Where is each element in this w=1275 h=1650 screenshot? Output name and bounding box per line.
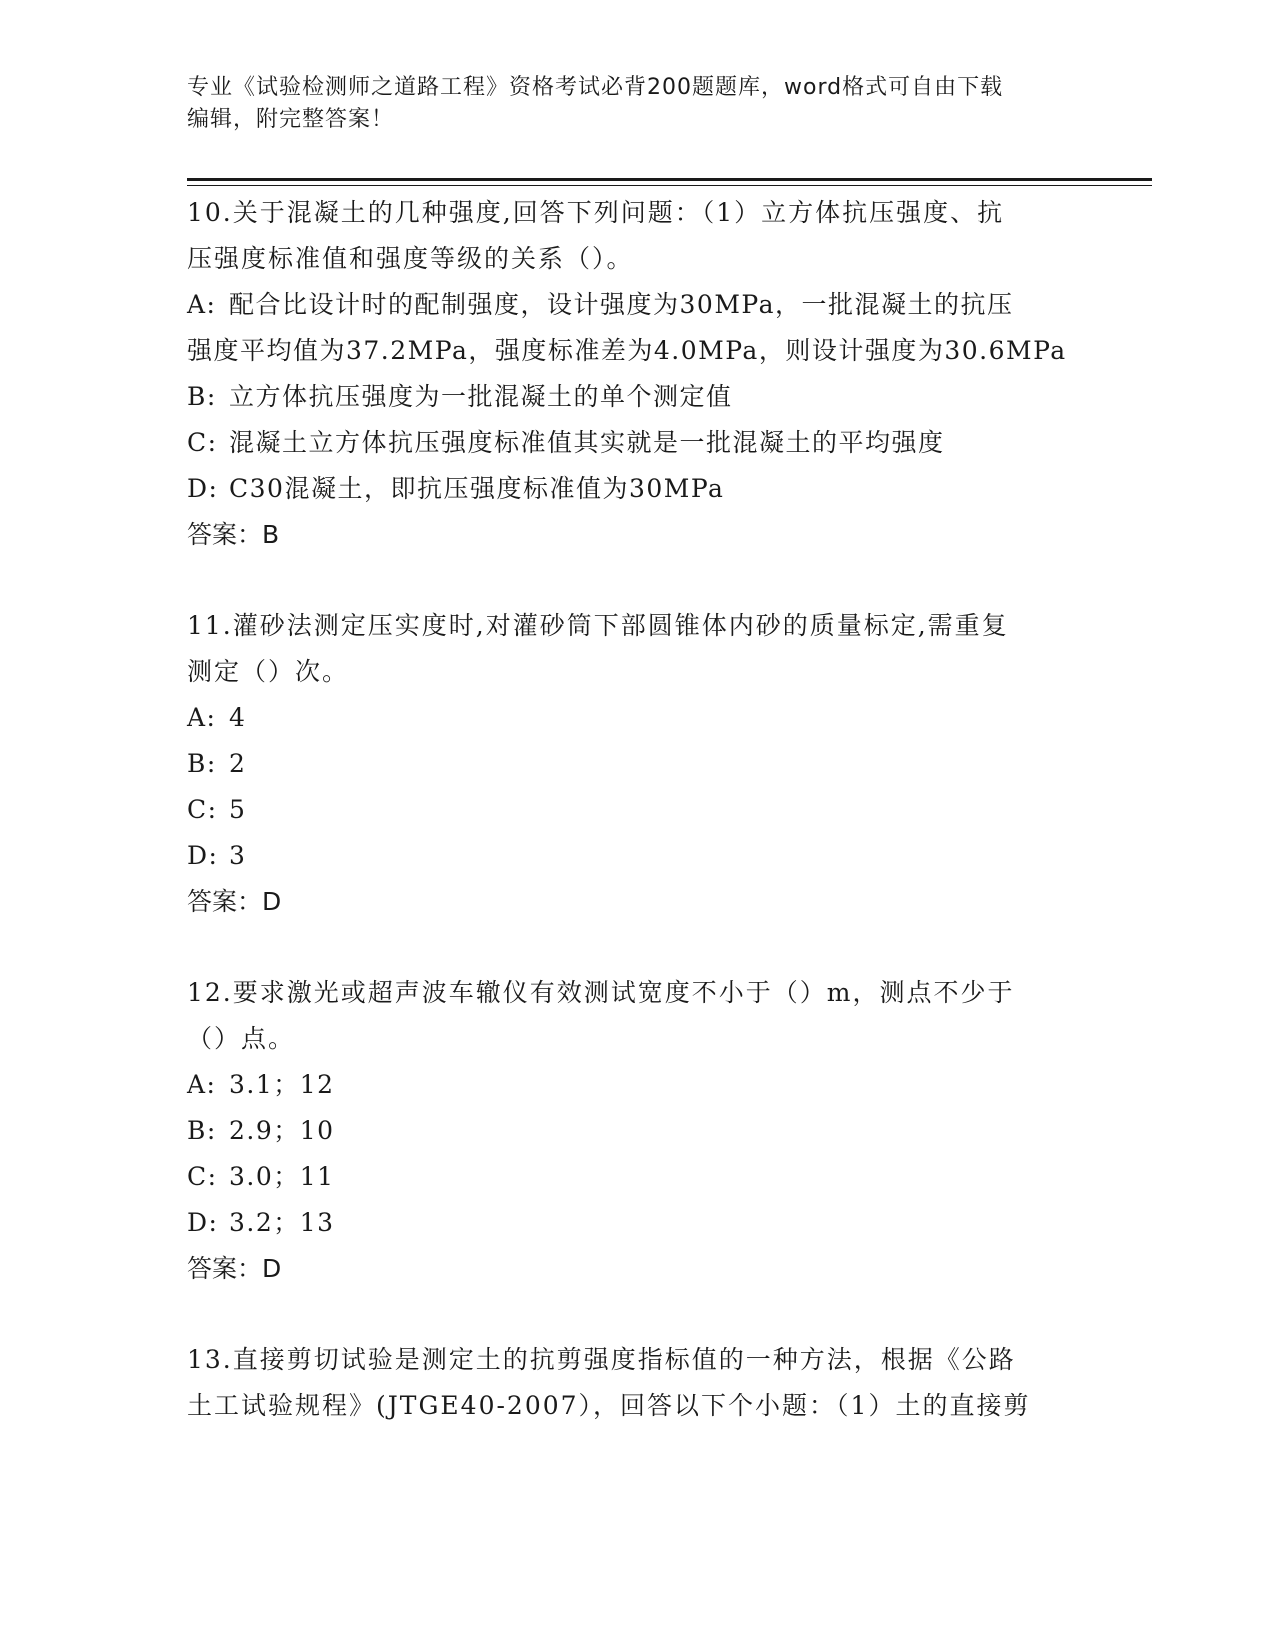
question-13	[187, 1337, 1087, 1429]
option-letter: D:	[187, 841, 219, 870]
option-letter: C:	[187, 428, 218, 457]
option-text: 3.1；12	[229, 1070, 335, 1099]
option-a	[187, 1062, 1087, 1108]
header-divider-thick	[187, 178, 1152, 181]
answer: 答案：D	[187, 887, 282, 916]
option-c	[187, 1154, 1087, 1200]
option-letter: C:	[187, 1162, 218, 1191]
option-a	[187, 695, 1087, 741]
option-a-continued: 强度平均值为37.2MPa，强度标准差为4.0MPa，则设计强度为30.6MPa	[187, 336, 1067, 365]
option-letter: B:	[187, 749, 217, 778]
question-stem-line: 测定（）次。	[187, 657, 350, 686]
question-12	[187, 970, 1087, 1292]
option-text: 5	[229, 795, 247, 824]
option-text: 3.2；13	[229, 1208, 335, 1237]
option-b	[187, 374, 1087, 420]
header-line-1: 专业《试验检测师之道路工程》资格考试必背200题题库，word格式可自由下载	[187, 75, 1004, 100]
option-letter: A:	[187, 1070, 217, 1099]
option-letter: D:	[187, 474, 219, 503]
question-stem-line: 压强度标准值和强度等级的关系（）。	[187, 244, 634, 273]
document-header	[187, 72, 1067, 136]
option-b	[187, 1108, 1087, 1154]
option-c	[187, 787, 1087, 833]
option-d	[187, 466, 1087, 512]
option-a	[187, 282, 1087, 328]
option-text: 立方体抗压强度为一批混凝土的单个测定值	[229, 382, 733, 411]
option-text: 混凝土立方体抗压强度标准值其实就是一批混凝土的平均强度	[229, 428, 945, 457]
question-stem-line: （）点。	[187, 1024, 296, 1053]
option-text: C30混凝土，即抗压强度标准值为30MPa	[229, 474, 725, 503]
option-text: 3.0；11	[229, 1162, 335, 1191]
option-text: 2.9；10	[229, 1116, 335, 1145]
header-line-2: 编辑，附完整答案！	[187, 107, 395, 132]
option-letter: A:	[187, 703, 217, 732]
header-divider-thin	[187, 185, 1152, 186]
answer: 答案：B	[187, 520, 280, 549]
option-c	[187, 420, 1087, 466]
question-stem-line: 11.灌砂法测定压实度时,对灌砂筒下部圆锥体内砂的质量标定,需重复	[187, 611, 1009, 640]
option-b	[187, 741, 1087, 787]
answer: 答案：D	[187, 1254, 282, 1283]
question-10	[187, 190, 1087, 558]
option-letter: B:	[187, 1116, 217, 1145]
question-list	[187, 190, 1087, 1474]
option-text: 4	[229, 703, 247, 732]
option-text: 配合比设计时的配制强度，设计强度为30MPa，一批混凝土的抗压	[229, 290, 1014, 319]
option-text: 3	[229, 841, 247, 870]
option-letter: D:	[187, 1208, 219, 1237]
question-11	[187, 603, 1087, 925]
question-stem-line: 土工试验规程》(JTGE40-2007），回答以下个小题：（1）土的直接剪	[187, 1391, 1031, 1420]
question-stem-line: 13.直接剪切试验是测定土的抗剪强度指标值的一种方法，根据《公路	[187, 1345, 1016, 1374]
option-letter: C:	[187, 795, 218, 824]
option-d	[187, 833, 1087, 879]
option-letter: A:	[187, 290, 217, 319]
option-letter: B:	[187, 382, 217, 411]
option-d	[187, 1200, 1087, 1246]
question-stem-line: 10.关于混凝土的几种强度,回答下列问题：（1）立方体抗压强度、抗	[187, 198, 1005, 227]
option-text: 2	[229, 749, 247, 778]
question-stem-line: 12.要求激光或超声波车辙仪有效测试宽度不小于（）m，测点不少于	[187, 978, 1015, 1007]
